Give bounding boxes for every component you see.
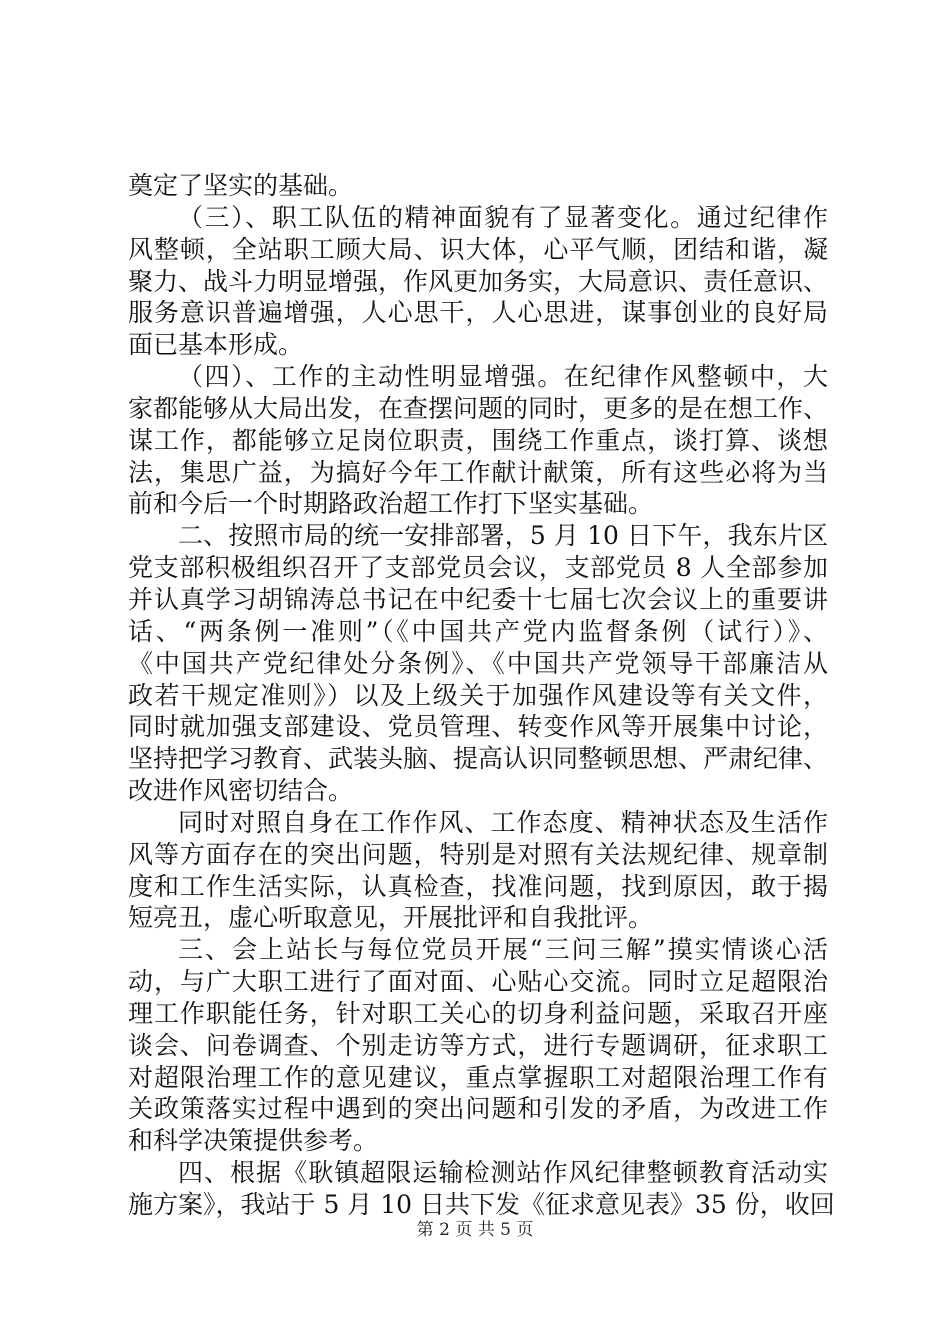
- text-line: 和科学决策提供参考。: [128, 1126, 379, 1156]
- text-line: 服务意识普遍增强，人心思干，人心思进，谋事创业的良好局: [128, 298, 828, 328]
- text-line: 话、“两条例一准则”（《中国共产党内监督条例（试行）》、: [128, 616, 828, 646]
- text-line: 施方案》，我站于 5 月 10 日共下发《征求意见表》35 份，收回: [128, 1190, 835, 1219]
- text-line: 风等方面存在的突出问题，特别是对照有关法规纪律、规章制: [128, 839, 828, 869]
- text-line: 三、会上站长与每位党员开展“三问三解”摸实情谈心活: [178, 935, 828, 965]
- text-line: 谈会、问卷调查、个别走访等方式，进行专题调研，征求职工: [128, 1030, 828, 1060]
- text-line: 前和今后一个时期路政治超工作打下坚实基础。: [128, 489, 654, 519]
- text-line: 家都能够从大局出发，在查摆问题的同时，更多的是在想工作、: [128, 393, 829, 423]
- text-line: 短亮丑，虚心听取意见，开展批评和自我批评。: [128, 903, 654, 933]
- text-line: 关政策落实过程中遇到的突出问题和引发的矛盾，为改进工作: [128, 1094, 828, 1124]
- text-line: 理工作职能任务，针对职工关心的切身利益问题，采取召开座: [128, 998, 828, 1028]
- page-footer: 第 2 页 共 5 页: [416, 1220, 534, 1240]
- text-line: 奠定了坚实的基础。: [128, 171, 354, 200]
- text-line: 谋工作，都能够立足岗位职责，围绕工作重点，谈打算、谈想: [128, 425, 828, 455]
- text-line: 二、按照市局的统一安排部署，5 月 10 日下午，我东片区: [178, 521, 828, 551]
- body-text: [128, 170, 835, 1221]
- text-line: 动，与广大职工进行了面对面、心贴心交流。同时立足超限治: [128, 967, 828, 997]
- text-line: 对超限治理工作的意见建议，重点掌握职工对超限治理工作有: [128, 1062, 828, 1092]
- text-line: 并认真学习胡锦涛总书记在中纪委十七届七次会议上的重要讲: [128, 584, 828, 614]
- text-line: 党支部积极组织召开了支部党员会议，支部党员 8 人全部参加: [128, 553, 828, 583]
- text-line: 坚持把学习教育、武装头脑、提高认识同整顿思想、严肃纪律、: [128, 744, 829, 774]
- text-line: 度和工作生活实际，认真检查，找准问题，找到原因，敢于揭: [128, 871, 828, 901]
- text-line: 改进作风密切结合。: [128, 776, 354, 806]
- text-line: 《中国共产党纪律处分条例》、《中国共产党领导干部廉洁从: [128, 648, 828, 678]
- text-line: 四、根据《耿镇超限运输检测站作风纪律整顿教育活动实: [178, 1158, 828, 1188]
- text-line: （四）、工作的主动性明显增强。在纪律作风整顿中，大: [178, 362, 828, 392]
- text-line: 面已基本形成。: [128, 330, 304, 360]
- text-line: 法，集思广益，为搞好今年工作献计献策，所有这些必将为当: [128, 457, 828, 487]
- text-line: （三）、职工队伍的精神面貌有了显著变化。通过纪律作: [178, 202, 828, 232]
- text-line: 风整顿，全站职工顾大局、识大体，心平气顺，团结和谐，凝: [128, 234, 828, 264]
- text-line: 政若干规定准则》）以及上级关于加强作风建设等有关文件，: [128, 680, 828, 710]
- text-line: 同时就加强支部建设、党员管理、转变作风等开展集中讨论，: [128, 712, 828, 742]
- text-line: 同时对照自身在工作作风、工作态度、精神状态及生活作: [178, 807, 828, 837]
- text-line: 聚力、战斗力明显增强，作风更加务实，大局意识、责任意识、: [128, 266, 829, 296]
